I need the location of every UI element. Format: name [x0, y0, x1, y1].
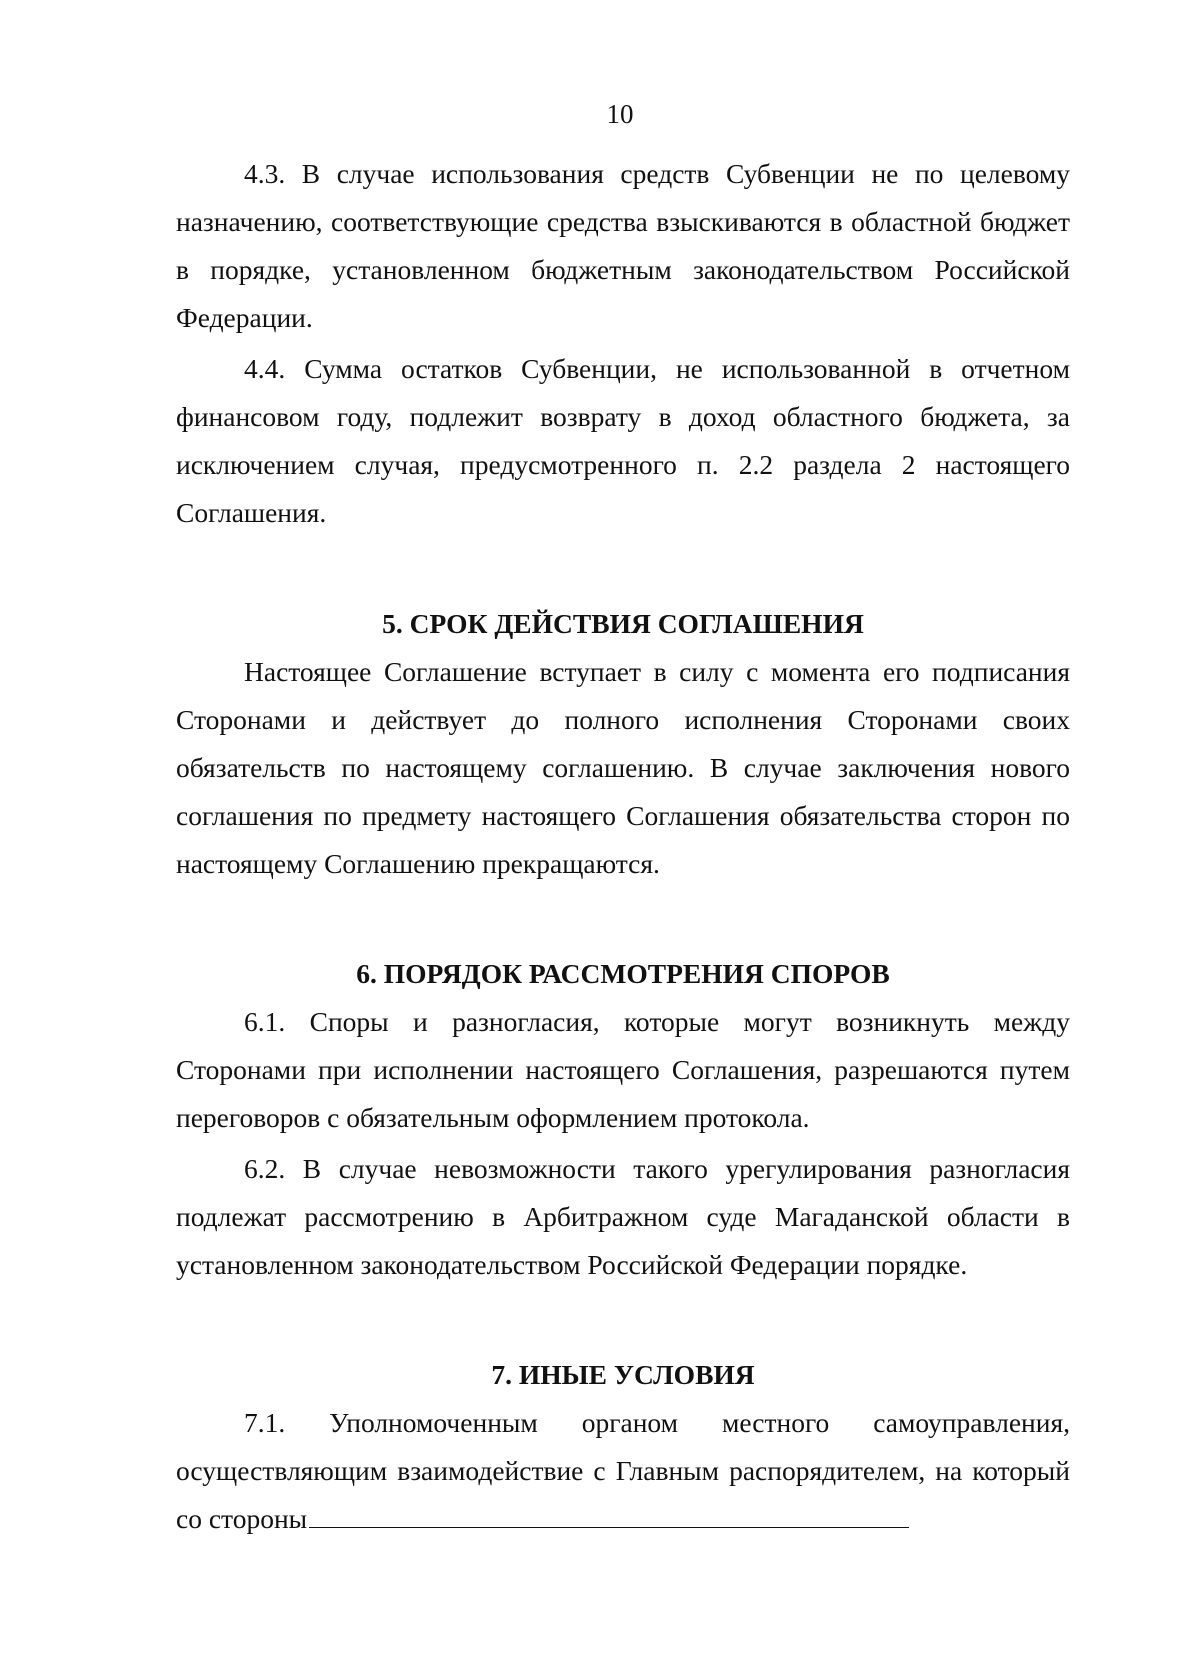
section-heading-5: 5. СРОК ДЕЙСТВИЯ СОГЛАШЕНИЯ: [382, 608, 864, 639]
section-heading-6: 6. ПОРЯДОК РАССМОТРЕНИЯ СПОРОВ: [356, 958, 890, 989]
paragraph-7-1: [176, 1399, 1070, 1543]
paragraph-5: Настоящее Соглашение вступает в силу с момента его подписания Сторонами и действует до полного исполнения Сторонами своих обязательств по настоящему соглашению. В случае заключения нового соглашения по предмету настоящего Соглашения обязательства сторон по настоящему Соглашению прекращаются.: [176, 656, 1070, 879]
page-number: 10: [606, 99, 634, 129]
paragraph-6-2: 6.2. В случае невозможности такого урегулирования разногласия подлежат рассмотрению в Арбитражном суде Магаданской области в установленном законодательством Российской Федерации порядке.: [176, 1153, 1070, 1280]
section-heading-7: 7. ИНЫЕ УСЛОВИЯ: [491, 1359, 755, 1390]
paragraph-7-1-text: 7.1. Уполномоченным органом местного самоуправления, осуществляющим взаимодействие с Главным распорядителем, на который со стороны: [176, 1407, 1070, 1534]
paragraph-4-3: 4.3. В случае использования средств Субвенции не по целевому назначению, соответствующие средства взыскиваются в областной бюджет в порядке, установленном бюджетным законодательством Российской Федерации.: [176, 158, 1070, 333]
document-body: [176, 150, 1070, 1546]
blank-fill-line: [309, 1497, 909, 1528]
paragraph-6-1: 6.1. Споры и разногласия, которые могут возникнуть между Сторонами при исполнении настоящего Соглашения, разрешаются путем переговоров с обязательным оформлением протокола.: [176, 1006, 1070, 1133]
paragraph-4-4: 4.4. Сумма остатков Субвенции, не использованной в отчетном финансовом году, подлежит возврату в доход областного бюджета, за исключением случая, предусмотренного п. 2.2 раздела 2 настоящего Соглашения.: [176, 353, 1070, 528]
